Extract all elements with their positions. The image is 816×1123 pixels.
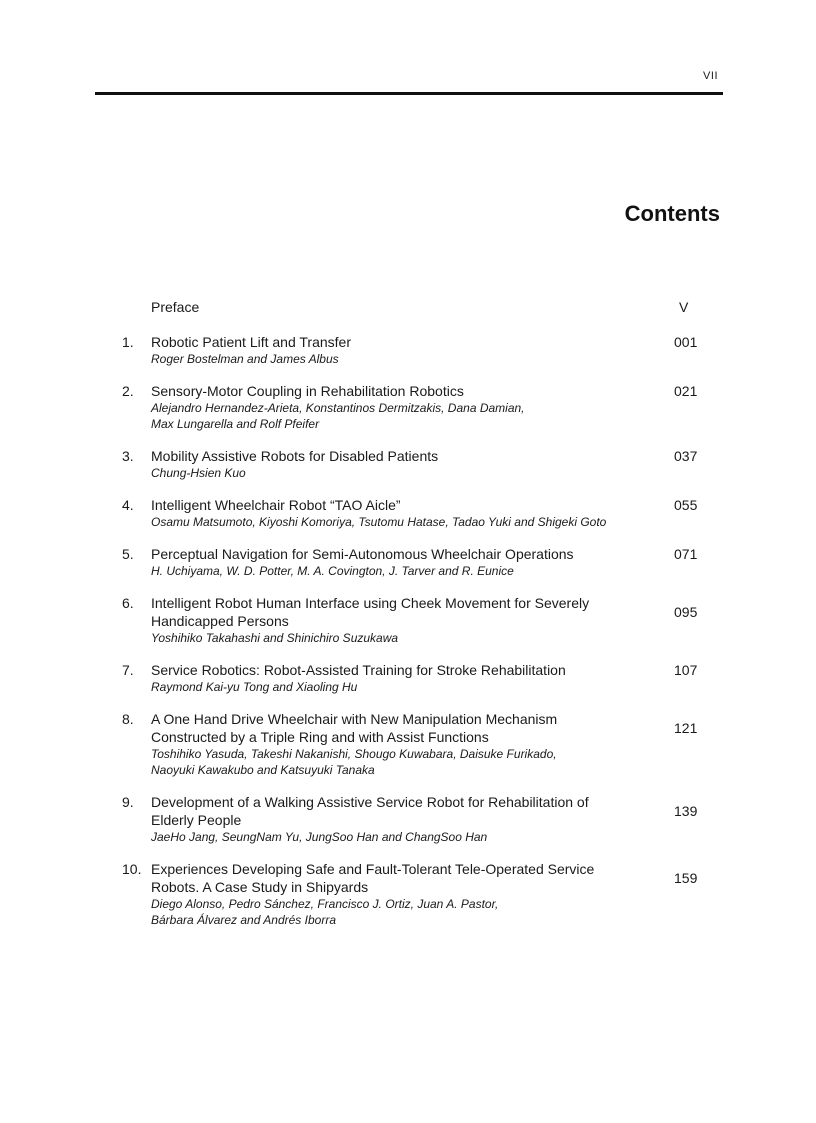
entry-title-line: A One Hand Drive Wheelchair with New Manipulation Mechanism — [151, 711, 558, 727]
entry-page: 159 — [674, 870, 698, 886]
toc-entry[interactable] — [0, 447, 816, 481]
entry-title-line: Development of a Walking Assistive Service Robot for Rehabilitation of — [151, 794, 589, 810]
toc-entry[interactable] — [0, 793, 816, 845]
entry-page: 071 — [674, 546, 698, 562]
entry-number: 6. — [122, 595, 134, 611]
entry-page: 139 — [674, 803, 698, 819]
entry-title-line: Perceptual Navigation for Semi-Autonomous Wheelchair Operations — [151, 546, 574, 562]
page-title: Contents — [624, 201, 720, 226]
entry-number: 7. — [122, 662, 134, 678]
entry-number: 1. — [122, 334, 134, 350]
toc-entry-preface[interactable] — [0, 298, 816, 316]
toc-entry[interactable] — [0, 661, 816, 695]
entry-number: 4. — [122, 497, 134, 513]
entry-title-line: Elderly People — [151, 812, 242, 828]
entry-authors-line: JaeHo Jang, SeungNam Yu, JungSoo Han and ChangSoo Han — [151, 830, 488, 844]
entry-number: 9. — [122, 794, 134, 810]
toc-entry[interactable] — [0, 545, 816, 579]
entry-authors-line: Raymond Kai-yu Tong and Xiaoling Hu — [151, 680, 358, 694]
entry-title: Preface — [151, 299, 200, 315]
entry-authors-line: Chung-Hsien Kuo — [151, 466, 246, 480]
entry-number: 2. — [122, 383, 134, 399]
entry-title-line: Service Robotics: Robot-Assisted Training for Stroke Rehabilitation — [151, 662, 566, 678]
toc-entry[interactable] — [0, 333, 816, 367]
page-number: VII — [703, 70, 718, 82]
entry-title-line: Robotic Patient Lift and Transfer — [151, 334, 351, 350]
entry-page: 001 — [674, 334, 698, 350]
entry-page: 021 — [674, 383, 698, 399]
entry-page: 095 — [674, 604, 698, 620]
entry-page: 037 — [674, 448, 698, 464]
entry-authors-line: Diego Alonso, Pedro Sánchez, Francisco J. Ortiz, Juan A. Pastor, — [151, 897, 499, 911]
entry-number: 5. — [122, 546, 134, 562]
entry-title-line: Experiences Developing Safe and Fault-Tolerant Tele-Operated Service — [151, 861, 595, 877]
entry-title-line: Mobility Assistive Robots for Disabled Patients — [151, 448, 439, 464]
entry-number: 8. — [122, 711, 134, 727]
entry-authors-line: Bárbara Álvarez and Andrés Iborra — [151, 913, 336, 927]
entry-authors-line: Yoshihiko Takahashi and Shinichiro Suzukawa — [151, 631, 399, 645]
entry-title-line: Handicapped Persons — [151, 613, 289, 629]
entry-authors-line: Roger Bostelman and James Albus — [151, 352, 339, 366]
entry-number: 10. — [122, 861, 142, 877]
entry-number: 3. — [122, 448, 134, 464]
entry-page: 055 — [674, 497, 698, 513]
entry-authors-line: Alejandro Hernandez-Arieta, Konstantinos Dermitzakis, Dana Damian, — [151, 401, 525, 415]
entry-authors-line: Toshihiko Yasuda, Takeshi Nakanishi, Shougo Kuwabara, Daisuke Furikado, — [151, 747, 557, 761]
entry-title-line: Intelligent Wheelchair Robot “TAO Aicle” — [151, 497, 401, 513]
table-of-contents — [0, 298, 816, 943]
toc-entry[interactable] — [0, 382, 816, 432]
entry-page: 121 — [674, 720, 698, 736]
entry-authors-line: Osamu Matsumoto, Kiyoshi Komoriya, Tsutomu Hatase, Tadao Yuki and Shigeki Goto — [151, 515, 607, 529]
entry-page: 107 — [674, 662, 698, 678]
toc-entry[interactable] — [0, 594, 816, 646]
entry-title-line: Intelligent Robot Human Interface using Cheek Movement for Severely — [151, 595, 590, 611]
entry-authors-line: Max Lungarella and Rolf Pfeifer — [151, 417, 320, 431]
entry-authors-line: H. Uchiyama, W. D. Potter, M. A. Covington, J. Tarver and R. Eunice — [151, 564, 514, 578]
entry-title-line: Robots. A Case Study in Shipyards — [151, 879, 369, 895]
entry-page: V — [679, 299, 689, 315]
entry-authors-line: Naoyuki Kawakubo and Katsuyuki Tanaka — [151, 763, 375, 777]
toc-entry[interactable] — [0, 710, 816, 778]
toc-entry[interactable] — [0, 860, 816, 928]
entry-title-line: Constructed by a Triple Ring and with Assist Functions — [151, 729, 489, 745]
toc-entry[interactable] — [0, 496, 816, 530]
entry-title-line: Sensory-Motor Coupling in Rehabilitation Robotics — [151, 383, 464, 399]
header-rule — [95, 92, 723, 95]
